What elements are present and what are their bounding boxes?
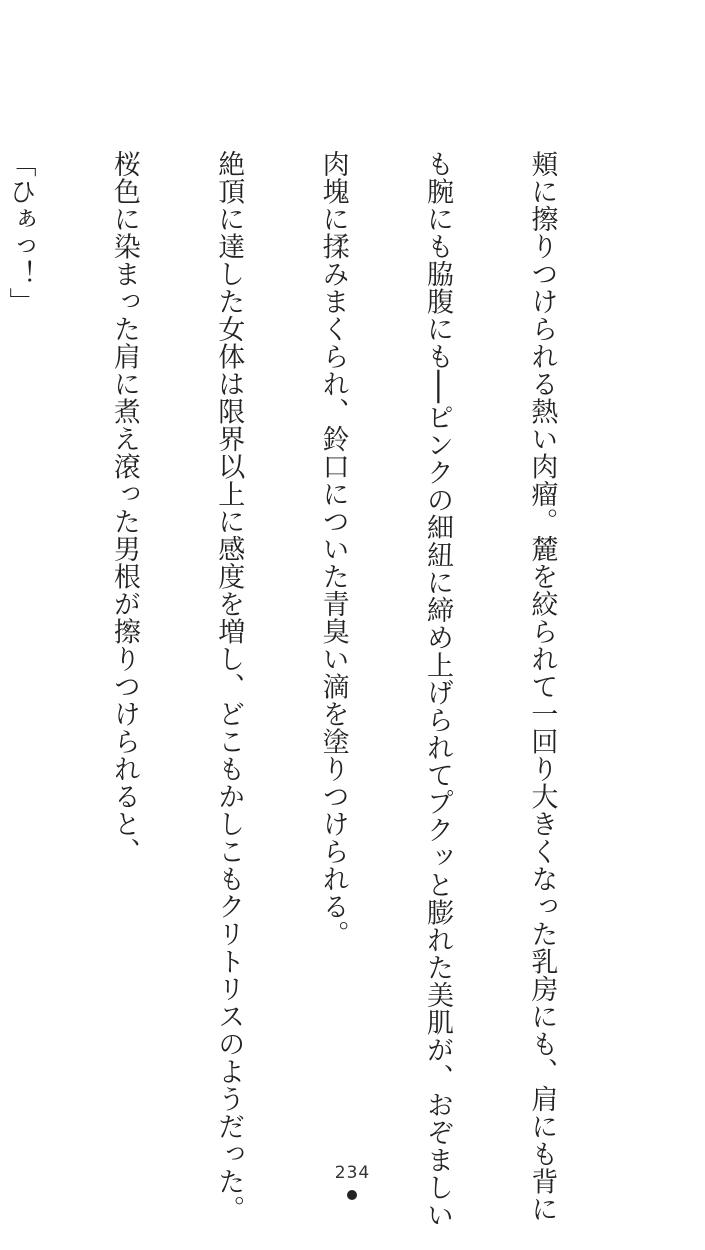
text-line: 頬に擦りつけられる熱い肉瘤。麓を絞られて一回り大きくなった乳房にも、肩にも背に [526, 150, 558, 1223]
text-line: 肉塊に揉みまくられ、鈴口についた青臭い滴を塗りつけられる。 [317, 150, 349, 948]
text-line: 桜色に染まった肩に煮え滾った男根が擦りつけられると、 [108, 150, 140, 865]
page-marker-dot [347, 1190, 357, 1200]
text-line: 「ひぁっ！」 [4, 150, 36, 315]
text-line: も腕にも脇腹にも──ピンクの細紐に締め上げられてプクッと膨れた美肌が、おぞましい [422, 150, 454, 1229]
text-line: 絶頂に達した女体は限界以上に感度を増し、どこもかしこもクリトリスのようだった。 [213, 150, 245, 1223]
page-number: 234 [334, 1163, 371, 1183]
